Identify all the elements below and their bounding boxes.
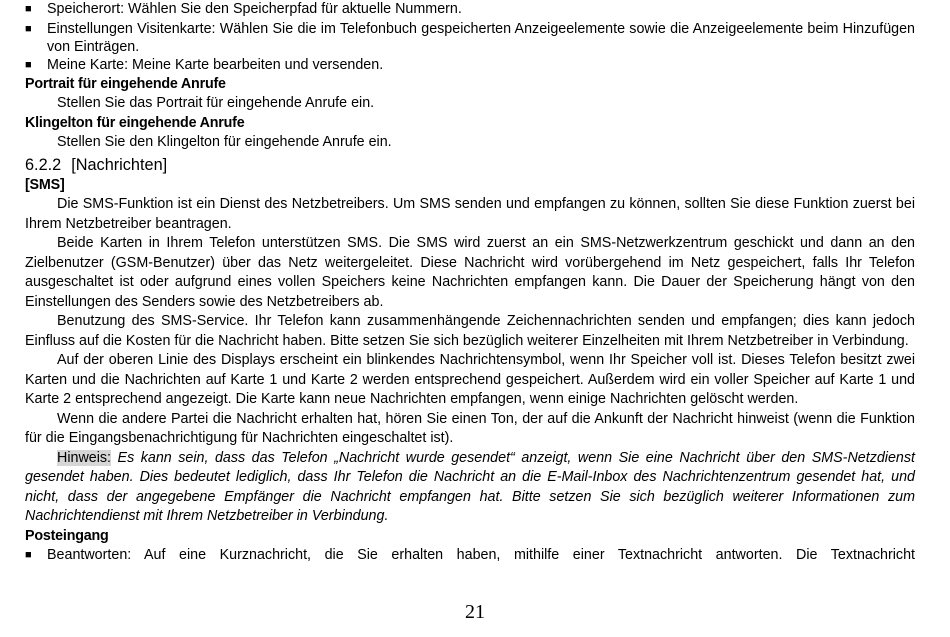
document-page (25, 0, 915, 565)
bullet-square-icon: ■ (25, 58, 32, 71)
bullet-square-icon: ■ (25, 3, 32, 15)
bullet-text: Meine Karte: Meine Karte bearbeiten und versenden. (47, 56, 384, 73)
portrait-text: Stellen Sie das Portrait für eingehende Anrufe ein. (57, 95, 375, 111)
bullet-item (25, 0, 915, 20)
bullet-square-icon: ■ (25, 548, 32, 561)
portrait-heading: Portrait für eingehende Anrufe (25, 76, 226, 92)
ringtone-text: Stellen Sie den Klingelton für eingehende Anrufe ein. (57, 133, 392, 150)
sms-paragraph: Auf der oberen Linie des Displays erscheint ein blinkendes Nachrichtensymbol, wenn Ihr Speicher voll ist. Dieses Telefon besitzt zwei Karten und die Nachrichten auf Karte 1 und Karte 2 werden entsprechend gespeichert. Außerdem wird ein voller Speicher auf Karte 1 und Karte 2 entsprechend angezeigt. Die Karte kann neue Nachrichten empfangen, wenn einige Nachrichten gelöscht werden. (25, 352, 915, 407)
bullet-item (25, 56, 915, 76)
bullet-item (25, 20, 915, 56)
sms-heading: [SMS] (25, 177, 65, 193)
ringtone-heading: Klingelton für eingehende Anrufe (25, 114, 245, 131)
section-number: 6.2.2 (25, 156, 62, 174)
page-number: 21 (465, 601, 485, 623)
section-heading (25, 154, 915, 176)
bullet-text: Speicherort: Wählen Sie den Speicherpfad für aktuelle Nummern. (47, 1, 462, 17)
bullet-text: Einstellungen Visitenkarte: Wählen Sie die im Telefonbuch gespeicherten Anzeigeelemente sowie die Anzeigeelemente beim Hinzufügen von Einträgen. (47, 20, 915, 55)
bullet-square-icon: ■ (25, 22, 32, 35)
sms-paragraph: Beide Karten in Ihrem Telefon unterstützen SMS. Die SMS wird zuerst an ein SMS-Netzwerkzentrum geschickt und dann an den Zielbenutzer (GSM-Benutzer) über das Netz weitergeleitet. Diese Nachricht wird vorübergehend im Netz gespeichert, falls Ihr Telefon ausgeschaltet ist oder aufgrund eines vollen Speichers keine Nachrichten empfangen kann. Die Dauer der Speicherung hängt von den Einstellungen des Senders sowie des Netzbetreibers ab. (25, 235, 915, 310)
sms-paragraph: Benutzung des SMS-Service. Ihr Telefon kann zusammenhängende Zeichennachrichten senden und empfangen; dies kann jedoch Einfluss auf die Kosten für die Nachricht haben. Bitte setzen Sie sich bezüglich weiterer Einzelheiten mit Ihrem Netzbetreiber in Verbindung. (25, 313, 915, 349)
sms-paragraph: Die SMS-Funktion ist ein Dienst des Netzbetreibers. Um SMS senden und empfangen zu können, sollten Sie diese Funktion zuerst bei Ihrem Netzbetreiber beantragen. (25, 196, 915, 232)
note-text: Es kann sein, dass das Telefon „Nachricht wurde gesendet“ anzeigt, wenn Sie eine Nachricht über den SMS-Netzdienst gesendet haben. Dies bedeutet lediglich, dass Ihr Telefon die Nachricht an die E-Mail-Inbox des Nachrichtenzentrum gesendet hat, und nicht, dass der angegebene Empfänger die Nachricht empfangen hat. Bitte setzen Sie sich bezüglich weiterer Informationen zum Nachrichtendienst mit Ihrem Netzbetreiber in Verbindung. (25, 449, 915, 524)
bullet-item (25, 546, 915, 566)
note-label: Hinweis: (57, 449, 112, 466)
bullet-text: Beantworten: Auf eine Kurznachricht, die Sie erhalten haben, mithilfe einer Textnachricht antworten. Die Textnachricht (47, 546, 915, 563)
section-title: [Nachrichten] (71, 156, 168, 174)
sms-paragraph: Wenn die andere Partei die Nachricht erhalten hat, hören Sie einen Ton, der auf die Ankunft der Nachricht hinweist (wenn die Funktion für die Eingangsbenachrichtigung für Nachrichten eingeschaltet ist). (25, 410, 915, 446)
inbox-heading: Posteingang (25, 527, 109, 544)
note-paragraph (25, 449, 915, 527)
